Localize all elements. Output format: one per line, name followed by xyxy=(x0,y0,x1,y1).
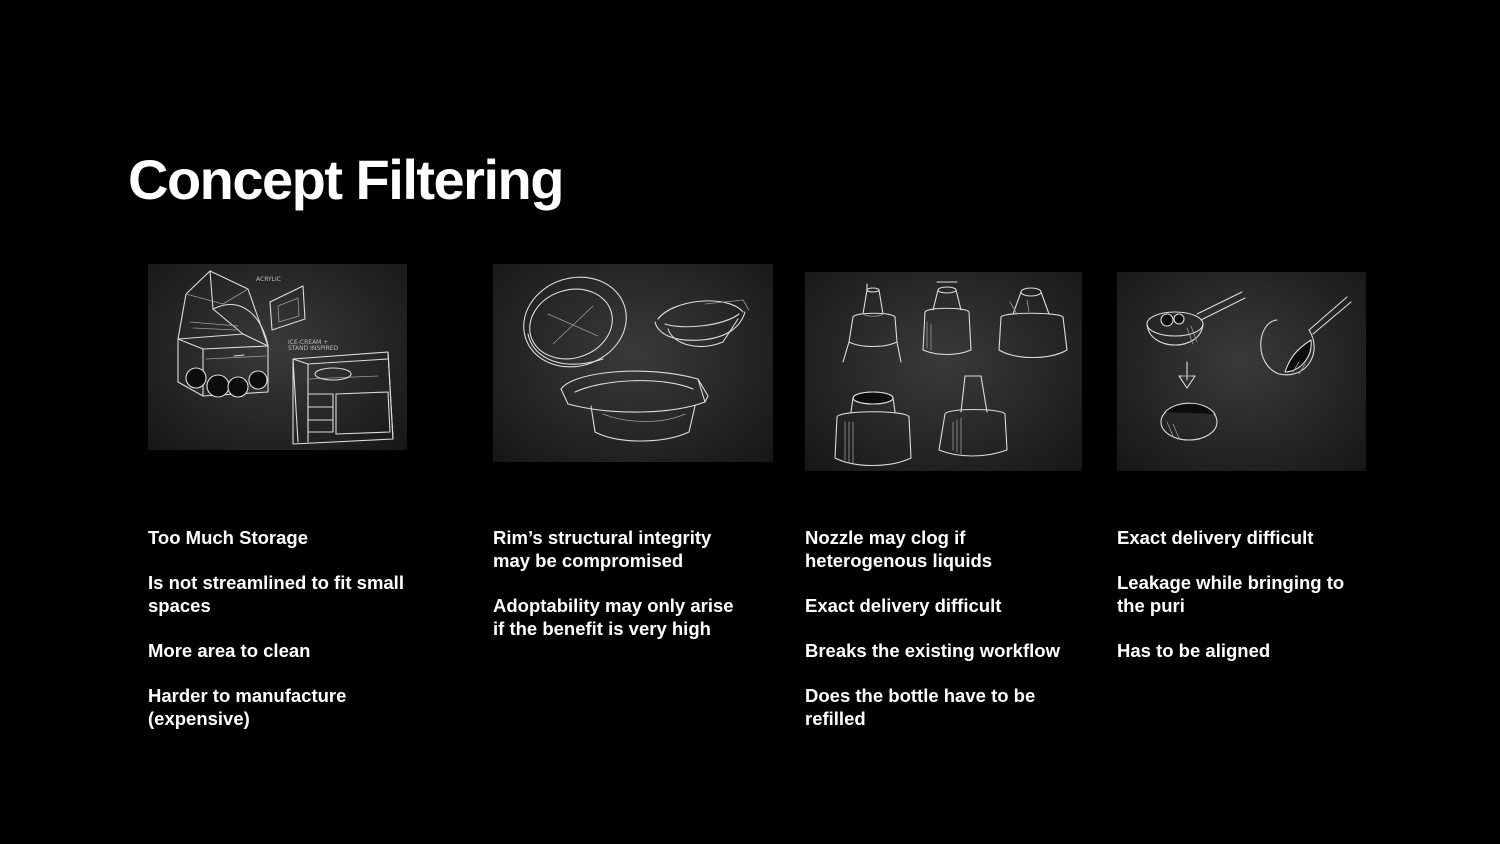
cart-label-stand: STAND INSPIRED xyxy=(288,345,339,352)
concept-2-notes xyxy=(493,526,743,662)
cart-label-ice-cream: ICE-CREAM + xyxy=(288,339,329,346)
note-item: Breaks the existing workflow xyxy=(805,640,1060,661)
note-item: Is not streamlined to fit small spaces xyxy=(148,572,404,616)
note-item: Exact delivery difficult xyxy=(1117,527,1314,548)
concept-3-notes xyxy=(805,526,1080,752)
ladle-scoop-sketch xyxy=(1117,272,1366,471)
rim-bowl-sketch xyxy=(493,264,773,462)
note-item: Does the bottle have to be refilled xyxy=(805,685,1036,729)
cart-label-acrylic: ACRYLIC xyxy=(256,276,281,283)
nozzle-bottle-sketch xyxy=(805,272,1082,471)
note-item: Leakage while bringing to the puri xyxy=(1117,572,1345,616)
note-item: Nozzle may clog if heterogenous liquids xyxy=(805,527,993,571)
note-item: Harder to manufacture (expensive) xyxy=(148,685,347,729)
note-item: More area to clean xyxy=(148,640,311,661)
note-item: Adoptability may only arise if the benefit is very high xyxy=(493,595,734,639)
concept-1-notes xyxy=(148,526,428,752)
concept-4-notes xyxy=(1117,526,1367,684)
slide-title: Concept Filtering xyxy=(128,148,563,211)
note-item: Exact delivery difficult xyxy=(805,595,1002,616)
cart-storage-sketch xyxy=(148,264,407,450)
note-item: Has to be aligned xyxy=(1117,640,1271,661)
note-item: Too Much Storage xyxy=(148,527,308,548)
note-item: Rim’s structural integrity may be compromised xyxy=(493,527,712,571)
